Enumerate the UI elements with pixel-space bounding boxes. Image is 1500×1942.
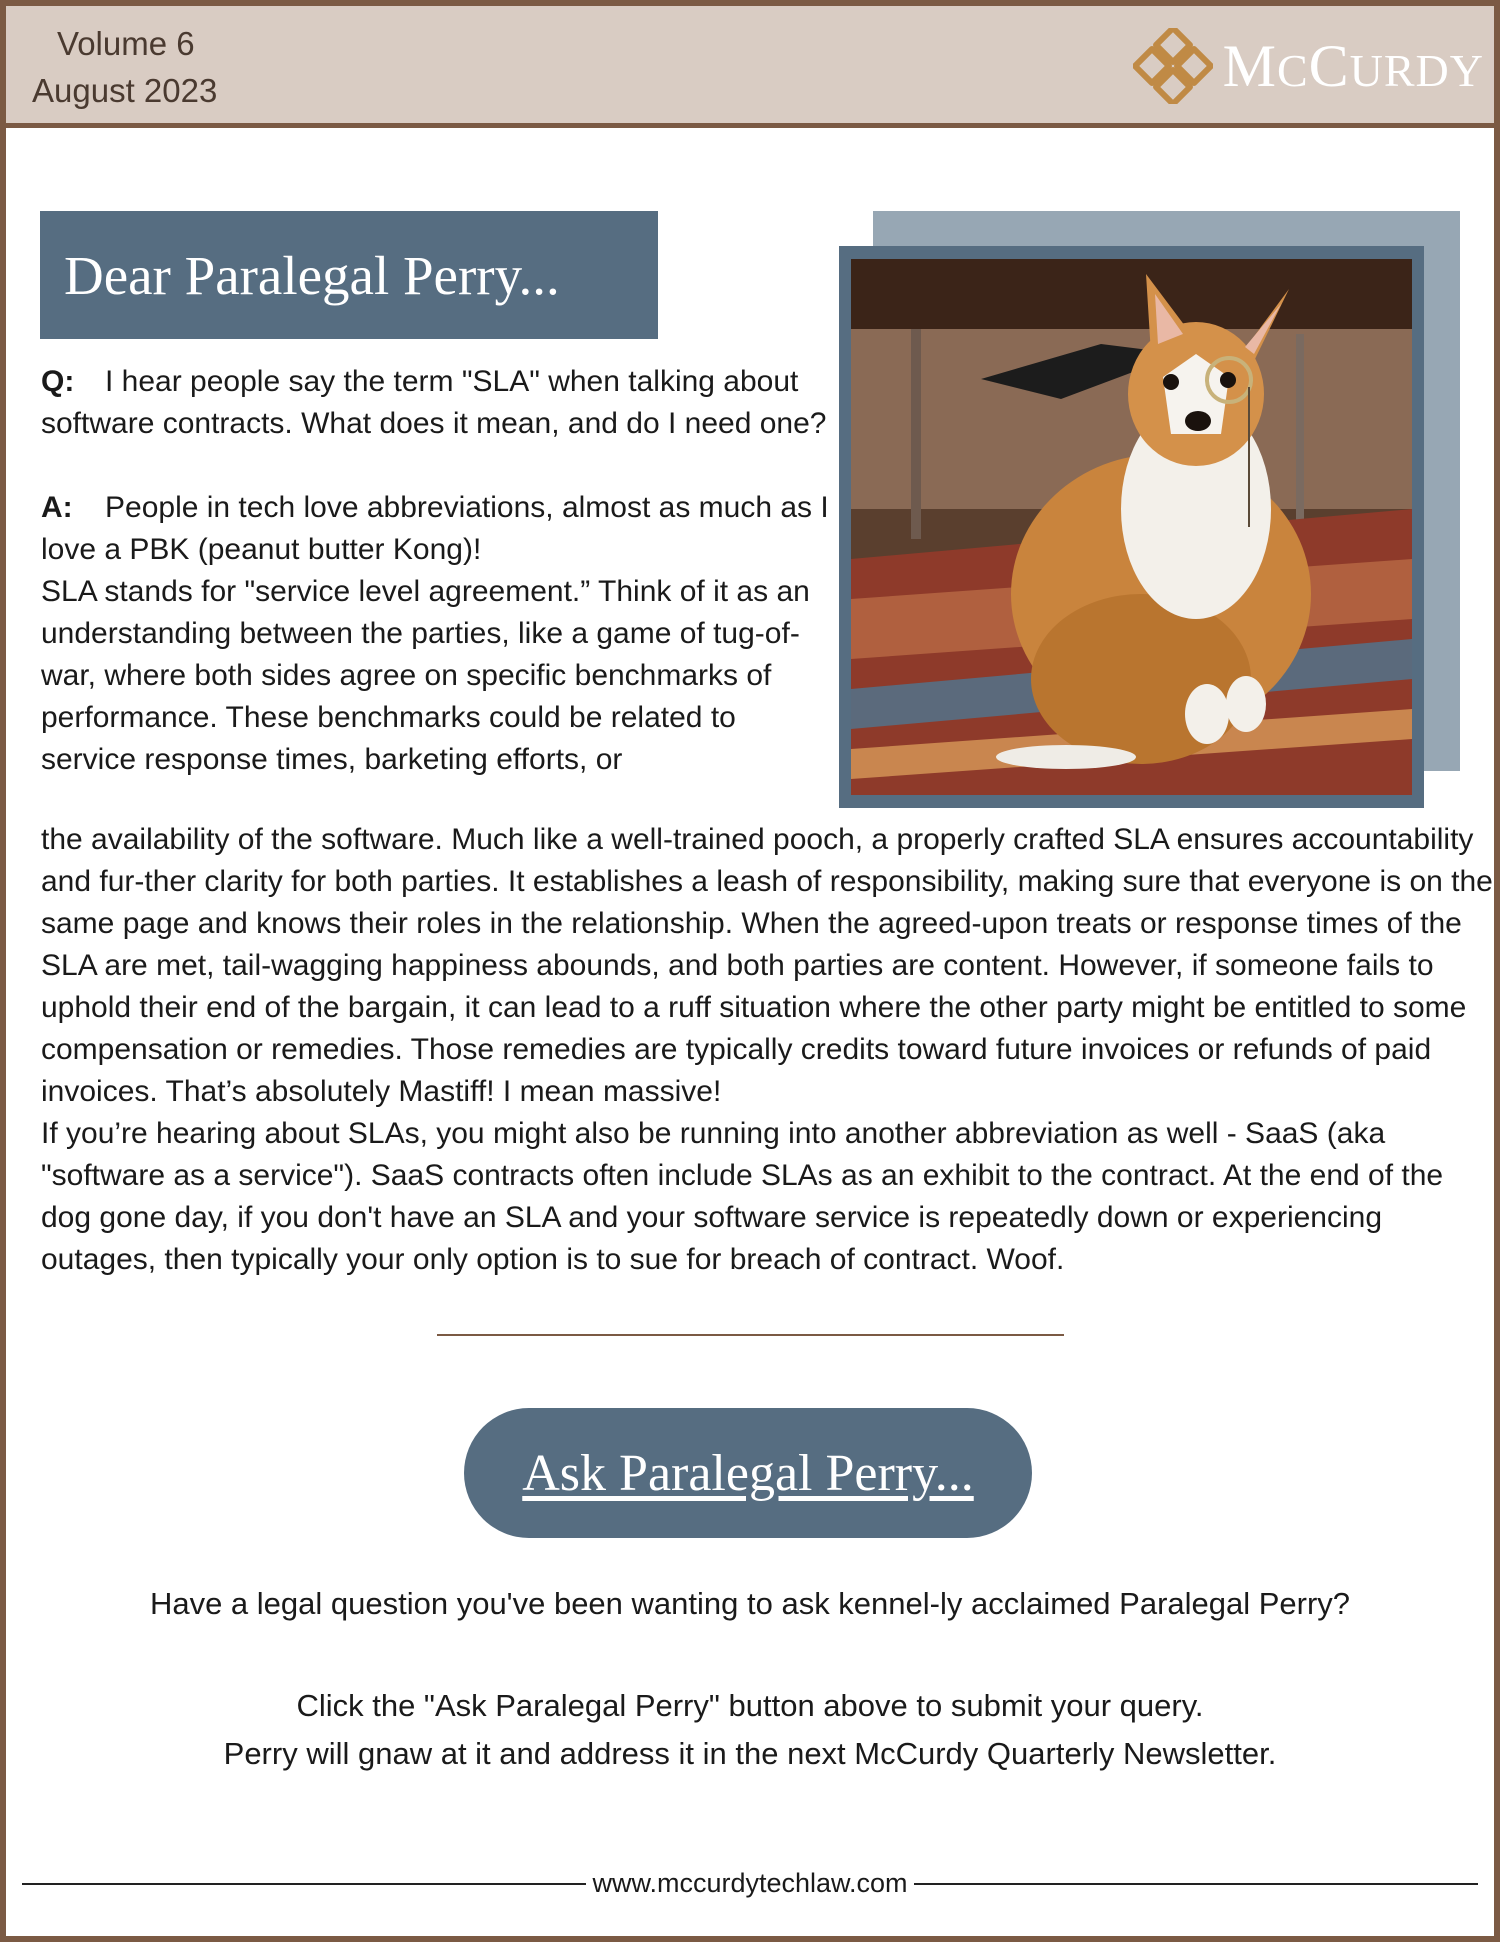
volume-label: Volume 6	[57, 25, 195, 62]
brand-letter: C	[1276, 44, 1309, 96]
section-divider	[437, 1334, 1064, 1336]
website-link[interactable]: www.mccurdytechlaw.com	[592, 1868, 908, 1898]
answer-label: A:	[41, 491, 73, 524]
answer-body-continued: the availability of the software. Much like a well-trained pooch, a properly crafted SLA ensures accountability and fur-ther clarity for both parties. It establishes a leash of responsibility, making sure that everyone is on the same page and knows their roles in the relationship. When the agreed-upon treats or response times of the SLA are met, tail-wagging happiness abounds, and both parties are content. However, if someone fails to uphold their end of the bargain, it can lead to a ruff situation where the other party might be entitled to some compensation or remedies. Those remedies are typically credits toward future invoices or refunds of paid invoices. That’s absolutely Mastiff! I mean massive!	[41, 823, 1493, 1108]
answer-intro-text: People in tech love abbreviations, almost as much as I love a PBK (peanut butter Kong)!	[41, 491, 829, 566]
brand-logo	[1133, 28, 1484, 104]
issue-date: August 2023	[32, 72, 218, 109]
photo-frame	[839, 246, 1424, 808]
ask-button-label: Ask Paralegal Perry...	[522, 1444, 974, 1502]
ask-prompt: Have a legal question you've been wanting to ask kennel-ly acclaimed Paralegal Perry?	[149, 1586, 1351, 1621]
brand-letter: URDY	[1349, 44, 1484, 96]
corgi-with-monocle-photo	[851, 259, 1412, 795]
ask-instruction-line: Perry will gnaw at it and address it in the next McCurdy Quarterly Newsletter.	[223, 1736, 1277, 1771]
masthead	[6, 6, 1494, 128]
brand-wordmark	[1223, 32, 1484, 101]
footer-rule-left	[22, 1883, 586, 1885]
brand-letter: C	[1308, 32, 1350, 99]
ask-instruction-line: Click the "Ask Paralegal Perry" button above to submit your query.	[296, 1688, 1204, 1723]
question-label: Q:	[41, 365, 75, 398]
question-text: I hear people say the term "SLA" when talking about software contracts. What does it mean, and do I need one?	[41, 365, 827, 440]
interlocking-knot-logo-icon	[1133, 28, 1213, 104]
column-title-banner	[40, 211, 658, 339]
answer-paragraph	[41, 487, 831, 571]
issue-info	[32, 20, 217, 114]
answer-continued	[41, 819, 1500, 1281]
brand-letter: M	[1222, 32, 1277, 99]
answer-saas-paragraph: If you’re hearing about SLAs, you might also be running into another abbreviation as well - SaaS (aka "software as a service"). SaaS contracts often include SLAs as an exhibit to the contract. At the end of the dog gone day, if you don't have an SLA and your software service is repeatedly down or experiencing outages, then typically your only option is to sue for breach of contract. Woof.	[41, 1117, 1444, 1276]
ask-instructions	[40, 1682, 1460, 1778]
question-paragraph	[41, 361, 831, 445]
footer	[22, 1868, 1478, 1899]
answer-body-wrapped: SLA stands for "service level agreement.” Think of it as an understanding between the parties, like a game of tug-of-war, where both sides agree on specific benchmarks of performance. These benchmarks could be related to service response times, barketing efforts, or	[41, 575, 810, 776]
question-answer-intro	[41, 361, 831, 781]
footer-rule-right	[914, 1883, 1478, 1885]
ask-paralegal-perry-button[interactable]	[464, 1408, 1032, 1538]
column-title: Dear Paralegal Perry...	[64, 244, 560, 306]
